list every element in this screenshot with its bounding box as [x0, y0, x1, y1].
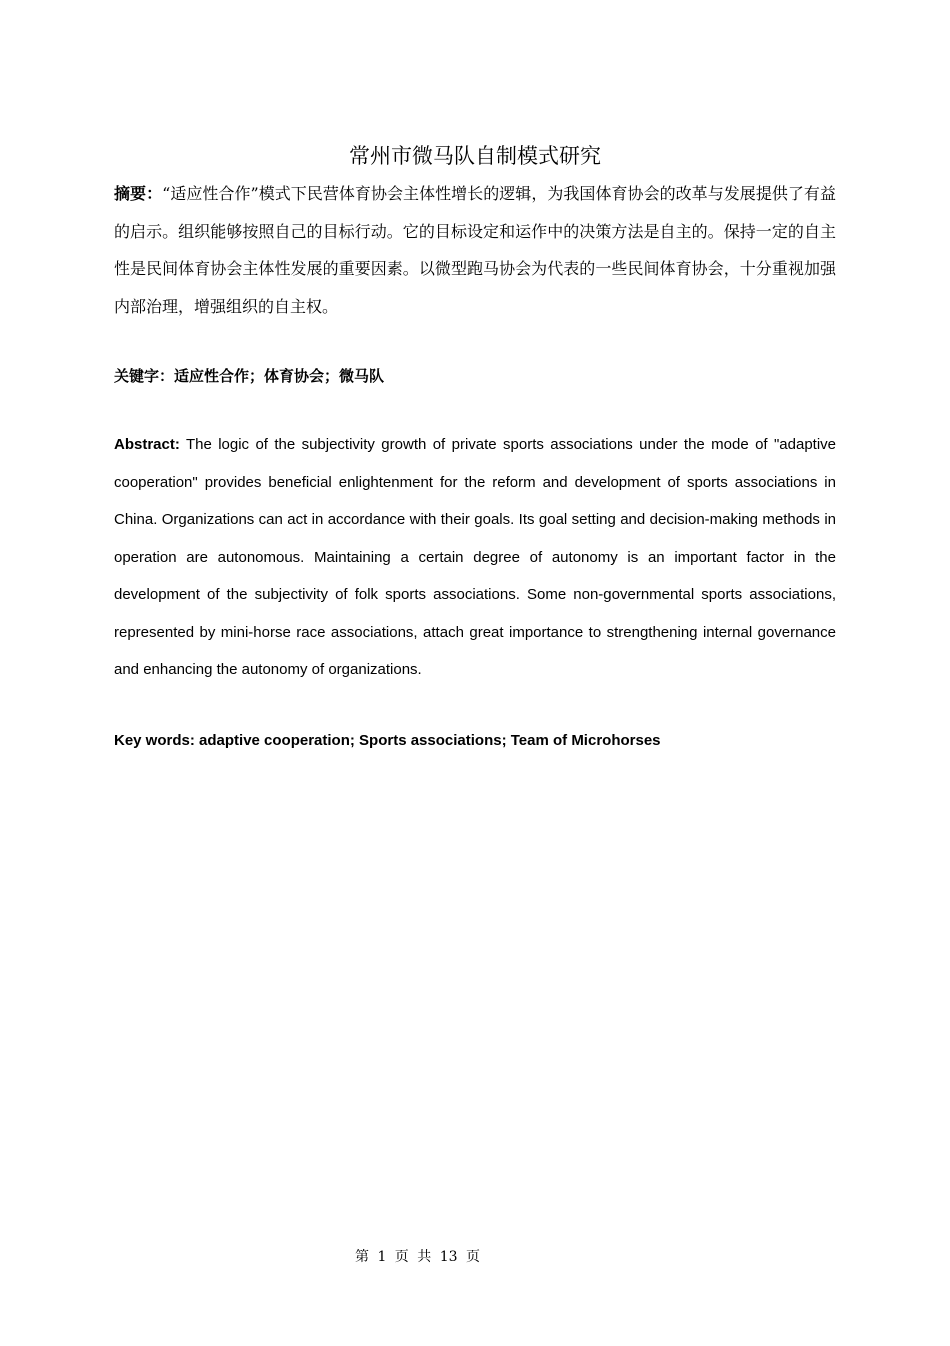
- keywords-chinese: 关键字：适应性合作；体育协会；微马队: [114, 367, 385, 385]
- abstract-english-label: Abstract:: [114, 436, 180, 453]
- abstract-english-text: The logic of the subjectivity growth of private sports associations under the mode of "adaptive cooperation" provides beneficial enlightenment for the reform and development of sports associations in China. Organizations can act in accordance with their goals. Its goal setting and decision-making methods in operation are autonomous. Maintaining a certain degree of autonomy is an important factor in the development of the subjectivity of folk sports associations. Some non-governmental sports associations, represented by mini-horse race associations, attach great importance to strengthening internal governance and enhancing the autonomy of organizations.: [114, 436, 836, 678]
- abstract-chinese: [114, 175, 836, 325]
- keywords-english: Key words: adaptive cooperation; Sports associations; Team of Microhorses: [114, 732, 661, 749]
- page-footer: 第 1 页 共 13 页: [355, 1249, 480, 1265]
- abstract-chinese-text: “适应性合作”模式下民营体育协会主体性增长的逻辑，为我国体育协会的改革与发展提供了有益的启示。组织能够按照自己的目标行动。它的目标设定和运作中的决策方法是自主的。保持一定的自主性是民间体育协会主体性发展的重要因素。以微型跑马协会为代表的一些民间体育协会，十分重视加强内部治理，增强组织的自主权。: [114, 184, 836, 316]
- page-title: 常州市微马队自制模式研究: [349, 144, 601, 168]
- abstract-chinese-label: 摘要：: [114, 184, 163, 203]
- abstract-english: [114, 426, 836, 689]
